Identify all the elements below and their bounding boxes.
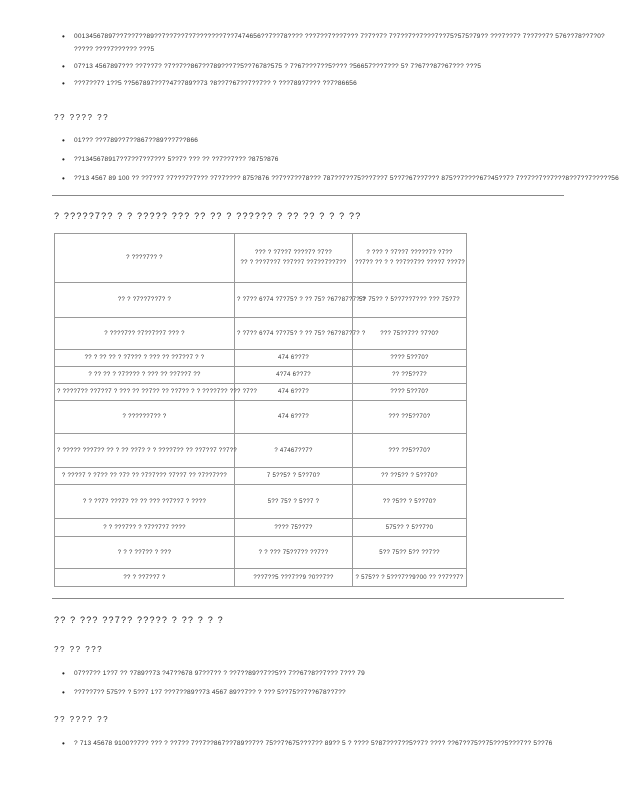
- column-header: [353, 234, 467, 283]
- list-item-text: • 07?13 4567897??? ??7??7? ?7??7??867??789???7?5??7678?575 ? 7?67???7??5???? ?56657???7??? 5? 7?67??87?67??? ???5: [74, 63, 482, 70]
- table-row: [55, 367, 467, 384]
- row-label-cell: ?? ? ??7??7 ?: [55, 569, 235, 587]
- spec-table: [54, 233, 467, 587]
- list-item-text: • ??13 4567 89 100 ?? ??7??7 ?7???7?7??? ?7?7???? 875?876 ??7??7??78??? 787??7??75???7??7 5??7?67??7??? 875??7????67?45??7? 7??7??7??7???8??7??7?????56: [74, 175, 619, 182]
- section1-bullet-list: [54, 30, 605, 90]
- list-item: [54, 153, 619, 166]
- row-label-cell: ? ????7 ? ?7?? ?? ?7? ?? ?7?7??? ?7??7 ?? ?7??7???: [55, 468, 235, 485]
- row-label-cell: ? ?? ?? ? ?7???? ? ??? ?? ??7??7 ??: [55, 367, 235, 384]
- table-row: [55, 569, 467, 587]
- list-item: [54, 172, 619, 185]
- row-label-cell: ? ? ? ??7?? ? ???: [55, 537, 235, 569]
- table-row: [55, 350, 467, 367]
- table-row: [55, 434, 467, 468]
- value-cell: ???? 5??70?: [353, 350, 467, 367]
- value-cell: ???7??5 ???7??9 ?0??7??: [235, 569, 353, 587]
- column-header-text: ? ????7?? ?: [126, 255, 163, 261]
- table-row: [55, 468, 467, 485]
- column-header-text-continued: ??7?? ?? ? ? ??7??7?? ????7 ???7?: [355, 260, 465, 266]
- row-label-cell: ? ????7?? ?7??7??7 ??? ?: [55, 318, 235, 350]
- section-divider: [52, 598, 564, 599]
- subsection-heading: ?? ?? ???: [54, 645, 104, 654]
- column-header-text-continued: ?? ? ???7??7 ??7??7 ??7??7??7??: [240, 260, 347, 266]
- row-label-cell: ? ??????7?? ?: [55, 401, 235, 434]
- value-cell: 5?? 75? ? 5??7 ?: [235, 485, 353, 519]
- value-cell: 575?? ? 5??7?0: [353, 519, 467, 537]
- value-cell: ? 47467??7?: [235, 434, 353, 468]
- row-label-cell: ? ? ??7? ???7? ?? ?? ??? ??7??7 ? ????: [55, 485, 235, 519]
- list-item: [54, 134, 619, 147]
- value-cell: ?? ??5?? ? 5??70?: [353, 468, 467, 485]
- list-item-text-continued: ????? ????7?????? ???5: [74, 46, 155, 53]
- value-cell: 4?74 6??7?: [235, 367, 353, 384]
- value-cell: ???? 5??70?: [353, 384, 467, 401]
- value-cell: ???? 75??7?: [235, 519, 353, 537]
- value-cell: 474 6??7?: [235, 350, 353, 367]
- table-section-heading: ? ?????7?? ? ? ????? ??? ?? ?? ? ?????? ? ?? ?? ? ? ? ??: [54, 211, 362, 221]
- list-item: [54, 60, 605, 73]
- section-heading: ?? ? ??? ??7?? ????? ? ?? ? ? ?: [54, 615, 224, 625]
- list-item-text: • 07??7?? 1??7 ?? ?789??73 ?47??678 97??7?? ? ??7??89??7??5?? 7??67?8??7??? 7??? 79: [74, 670, 365, 677]
- value-cell: 7 5??5? ? 5??70?: [235, 468, 353, 485]
- list-item-text: • ??7??7?? 575?? ? 5??7 1?7 ???7??89??73 4567 89??7?? ? ??? 5??75??7??678??7??: [74, 689, 346, 696]
- table-row: [55, 519, 467, 537]
- value-cell: 5? 75?? ? 5??7??7??? ??? 75?7?: [353, 283, 467, 318]
- table-row: [55, 318, 467, 350]
- list-item-text: • ? 713 45678 9100??7?? ??? ? ??7?? 7??7??867??789??7?? 75??7?675???7?? 89?? 5 ? ???? 5?87???7??5??7? ???? ??67??75??75???5???7?? 5??76: [74, 740, 553, 747]
- value-cell: 474 6??7?: [235, 401, 353, 434]
- table-header-row: [55, 234, 467, 283]
- row-label-cell: ? ????? ???7?? ?? ? ?? ??7? ? ? ????7?? ?? ??7??7 ??7??: [55, 434, 235, 468]
- value-cell: ? ? ??? 75??7?? ??7??: [235, 537, 353, 569]
- list-item: [54, 737, 552, 750]
- value-cell: ??? ??5??70?: [353, 434, 467, 468]
- value-cell: ? ?7?? 6?74 ?7?75? ? ?? 75? ?67?87?7? ?: [235, 318, 353, 350]
- section2-sub1-bullet-list: [54, 667, 365, 699]
- value-cell: 474 6??7?: [235, 384, 353, 401]
- value-cell: ??? 75??7?? ?7?0?: [353, 318, 467, 350]
- list-item: [54, 30, 605, 56]
- section2-sub2-bullet-list: [54, 737, 552, 750]
- subsection1-bullet-list: [54, 134, 619, 185]
- table-row: [55, 384, 467, 401]
- subsection-heading: ?? ???? ??: [54, 113, 110, 122]
- column-header: [55, 234, 235, 283]
- value-cell: ?? ?5?? ? 5??70?: [353, 485, 467, 519]
- table-row: [55, 401, 467, 434]
- row-label-cell: ?? ? ?? ?? ? ?7??? ? ??? ?? ??7??7 ? ?: [55, 350, 235, 367]
- list-item: [54, 686, 365, 699]
- table-row: [55, 283, 467, 318]
- list-item: [54, 77, 605, 90]
- list-item-text: • 00134567897??7??7??89??7??7??7?7???????7??7474656??7??78???? ???7??7???7??? 7?7??7? 7?7??7??7???7??75?575?79?? ???7??7? 7??7??7? 576??78??7?0?: [74, 33, 605, 40]
- column-header-text: ? ??? ? ?7??7 ?????7? ?7??: [366, 250, 453, 256]
- row-label-cell: ?? ? ?7??7??7? ?: [55, 283, 235, 318]
- list-item-text: • 01??? ???789??7??867??89???7??866: [74, 137, 199, 144]
- value-cell: 5?? 75?? 5?? ??7??: [353, 537, 467, 569]
- value-cell: ??? ??5??70?: [353, 401, 467, 434]
- list-item-text: • ??1345678917??7??7??7??? 5??7? ??? ?? ??7??7??? ?875?876: [74, 156, 279, 163]
- list-item-text: • ???7??7? 1??5 ??567897??7?47?789??73 ?8??7?67??7??7?? ? ???789?7??? ??7?86656: [74, 80, 357, 87]
- row-label-cell: ? ? ???7?? ? ?7??7?7 ????: [55, 519, 235, 537]
- subsection-heading: ?? ???? ??: [54, 715, 110, 724]
- row-label-cell: ? ????7?? ??7??7 ? ??? ?? ??7?? ?? ??7?? ? ? ????7?? ??? ?7??: [55, 384, 235, 401]
- section-divider: [52, 195, 564, 196]
- list-item: [54, 667, 365, 680]
- column-header: [235, 234, 353, 283]
- value-cell: ?? ??5??7?: [353, 367, 467, 384]
- table-row: [55, 485, 467, 519]
- value-cell: ? 575?? ? 5???7??9?00 ?? ??7??7?: [353, 569, 467, 587]
- value-cell: ? ?7?? 6?74 ?7?75? ? ?? 75? ?67?87?7? ?: [235, 283, 353, 318]
- table-row: [55, 537, 467, 569]
- column-header-text: ??? ? ?7??7 ????7? ?7??: [255, 250, 332, 256]
